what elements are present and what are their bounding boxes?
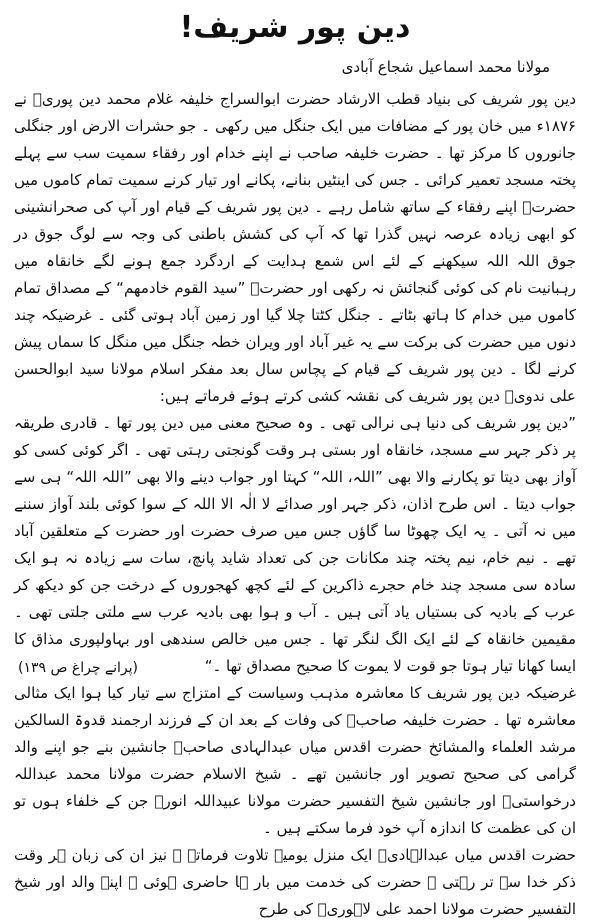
paragraph-intro: دین پور شریف کی بنیاد قطب الارشاد حضرت ابوالسراج خلیفہ غلام محمد دین پوریؒ نے ۱۸۷۶ء میں خان پور کے مضافات میں ایک جنگل میں رکھی ۔ جو حشرات الارض اور جنگلی جانوروں کا مرکز تھا ۔ حضرت خلیفہ صاحب نے اپنے خدام اور رفقاء سمیت سب سے پہلے پختہ مسجد تعمیر کرائی ۔ جس کی اینٹیں بنانے، پکانے اور تیار کرنے سمیت تمام کاموں میں حضرتؒ اپنے رفقاء کے ساتھ شامل رہے ۔ دین پور شریف کے قیام اور آپ کی صحرانشینی کو ابھی زیادہ عرصہ نہیں گذرا تھا کہ آپ کی کشش باطنی کی وجہ سے لوگ جوق در جوق اللہ اللہ سیکھنے کے لئے اس شمع ہدایت کے اردگرد جمع ہونے لگے خانقاہ میں رہبانیت نام کی کوئی گنجائش نہ رکھی اور حضرتؒ ”سید القوم خادمھم“ کے مصداق تمام کاموں میں خدام کا ہاتھ بٹاتے ۔ جنگل کٹتا چلا گیا اور زمین آباد ہوتی گئی ۔ غرضیکہ چند دنوں میں حضرت کی برکت سے یہ غیر آباد اور ویران خطہ جنگل میں منگل کا سماں پیش کرنے لگا ۔ دین پور شریف کے قیام کے پچاس سال بعد مفکر اسلام مولانا سید ابوالحسن علی ندویؒ دین پور شریف کی نقشہ کشی کرتے ہوئے فرماتے ہیں: <box>14 90 576 405</box>
paragraph-society: غرضیکہ دین پور شریف کا معاشرہ مذہب وسیاست کے امتزاج سے تیار کیا ہوا ایک مثالی معاشرہ تھا ۔ حضرت خلیفہ صاحبؒ کی وفات کے بعد ان کے فرزند ارجمند قدوۃ السالکین مرشد العلماء والمشائخ حضرت اقدس میاں عبدالہادی صاحبؒ جانشین بنے جو اپنے والد گرامی کی صحیح تصویر اور جانشین تھے ۔ شیخ الاسلام حضرت مولانا محمد عبداللہ درخواستیؒ اور جانشین شیخ التفسیر حضرت مولانا عبیداللہ انورؒ جن کے خلفاء ہوں تو ان کی عظمت کا اندازہ آپ خود فرما سکتے ہیں ۔ <box>14 684 576 837</box>
author-name: مولانا محمد اسماعیل شجاع آبادی <box>341 58 550 76</box>
paragraph-quote: ”دین پور شریف کی دنیا ہی نرالی تھی ۔ وہ صحیح معنی میں دین پور تھا ۔ قادری طریقہ پر ذکر جہر سے مسجد، خانقاہ اور بستی ہر وقت گونجتی رہتی تھی ۔ اگر کوئی کسی کو آواز بھی دیتا تو پکارنے والا بھی ”اللہ، اللہ“ کہتا اور جواب دینے والا بھی ”اللہ اللہ“ ہی سے جواب دیتا ۔ اس طرح اذان، ذکر جہر اور صدائے لا الٰہ الا اللہ کے سوا کوئی بلند آواز سننے میں نہ آتی ۔ یہ ایک چھوٹا سا گاؤں جس میں صرف حضرت اور حضرت کے متعلقین آباد تھے ۔ نیم خام، نیم پختہ چند مکانات جن کی تعداد شاید پانچ، سات سے زیادہ نہ ہو ایک سادہ سی مسجد چند خام حجرے ذاکرین کے لئے کچھ کھجوروں کے درخت جن کو دیکھ کر عرب کے بادیہ کی بستیاں یاد آتی ہیں ۔ آب و ہوا بھی بادیہ عرب سے ملتی جلتی تھی ۔ مقیمین خانقاہ کے لئے ایک الگ لنگر تھا ۔ جس میں خالص سندھی اور بہاولپوری مذاق کا ایسا کھانا تیار ہوتا جو قوت لا یموت کا صحیح مصداق تھا ۔“ <box>14 414 576 675</box>
page-title: دین پور شریف! <box>179 10 411 45</box>
quote-citation: (پرانے چراغ ص ۱۳۹) <box>18 660 139 676</box>
paragraph-mian-abdul-hadi: حضرت اقدس میاں عبدالہادیؒ ایک منزل یومیہ تلاوت فرماتے ۔ نیز ان کی زبان ہر وقت ذکر خدا سے تر رہتی ۔ حضرت کی خدمت میں بار ہا حاضری ہوئی ۔ اپنے والد اور شیخ التفسیر حضرت مولانا احمد علی لاہوریؒ کی طرح <box>14 846 576 918</box>
